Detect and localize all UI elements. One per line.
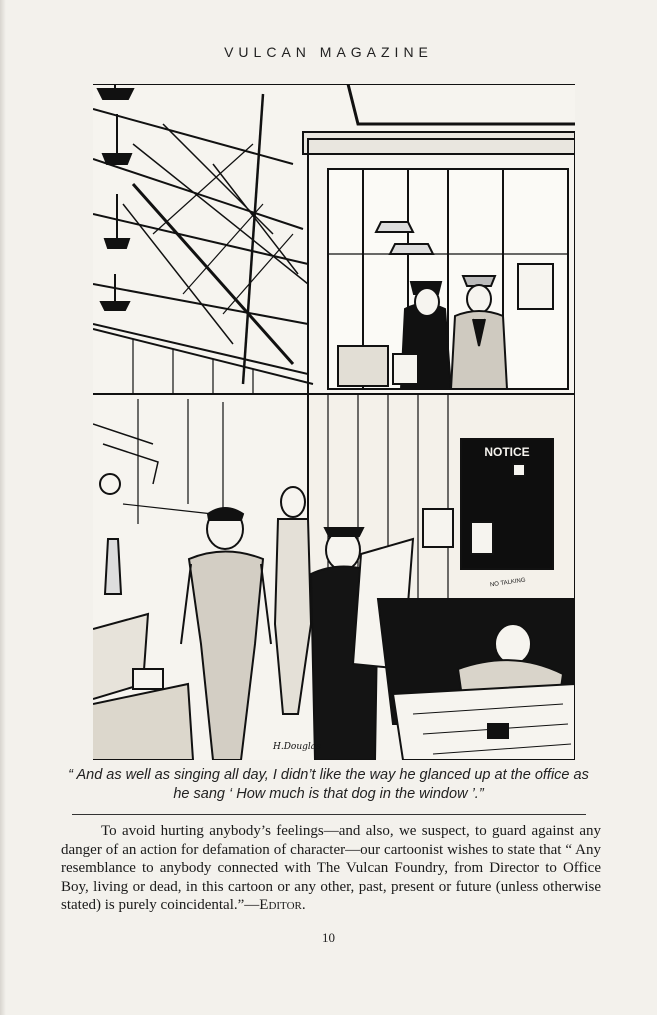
cartoon-caption: “ And as well as singing all day, I didn’t like the way he glanced up at the office as he sang ‘ How much is that dog in the window ’.” xyxy=(68,767,589,802)
cartoon-drawing xyxy=(93,84,575,760)
magazine-header: VULCAN MAGAZINE xyxy=(224,44,433,60)
no-talking-sign-text: NO TALKING xyxy=(489,577,527,589)
notice-sign-text: NOTICE xyxy=(484,445,530,459)
editor-attribution: Editor. xyxy=(259,897,306,913)
artist-signature: H.Douglas xyxy=(273,742,321,752)
caption-divider xyxy=(72,814,586,815)
page-number: 10 xyxy=(322,930,335,945)
disclaimer-text: To avoid hurting anybody’s feelings—and also, we suspect, to guard against any danger of an action for defamation of character—our cartoonist wishes to state that “ Any resemblance to anybody connected with The Vulcan Foundry, from Director to Office Boy, living or dead, in this cartoon or any other, past, present or future (unless otherwise stated) is purely coincidental.”— xyxy=(61,823,601,913)
cartoon-illustration xyxy=(93,84,575,760)
disclaimer-paragraph xyxy=(61,822,601,915)
page-edge-shadow xyxy=(0,0,6,1015)
